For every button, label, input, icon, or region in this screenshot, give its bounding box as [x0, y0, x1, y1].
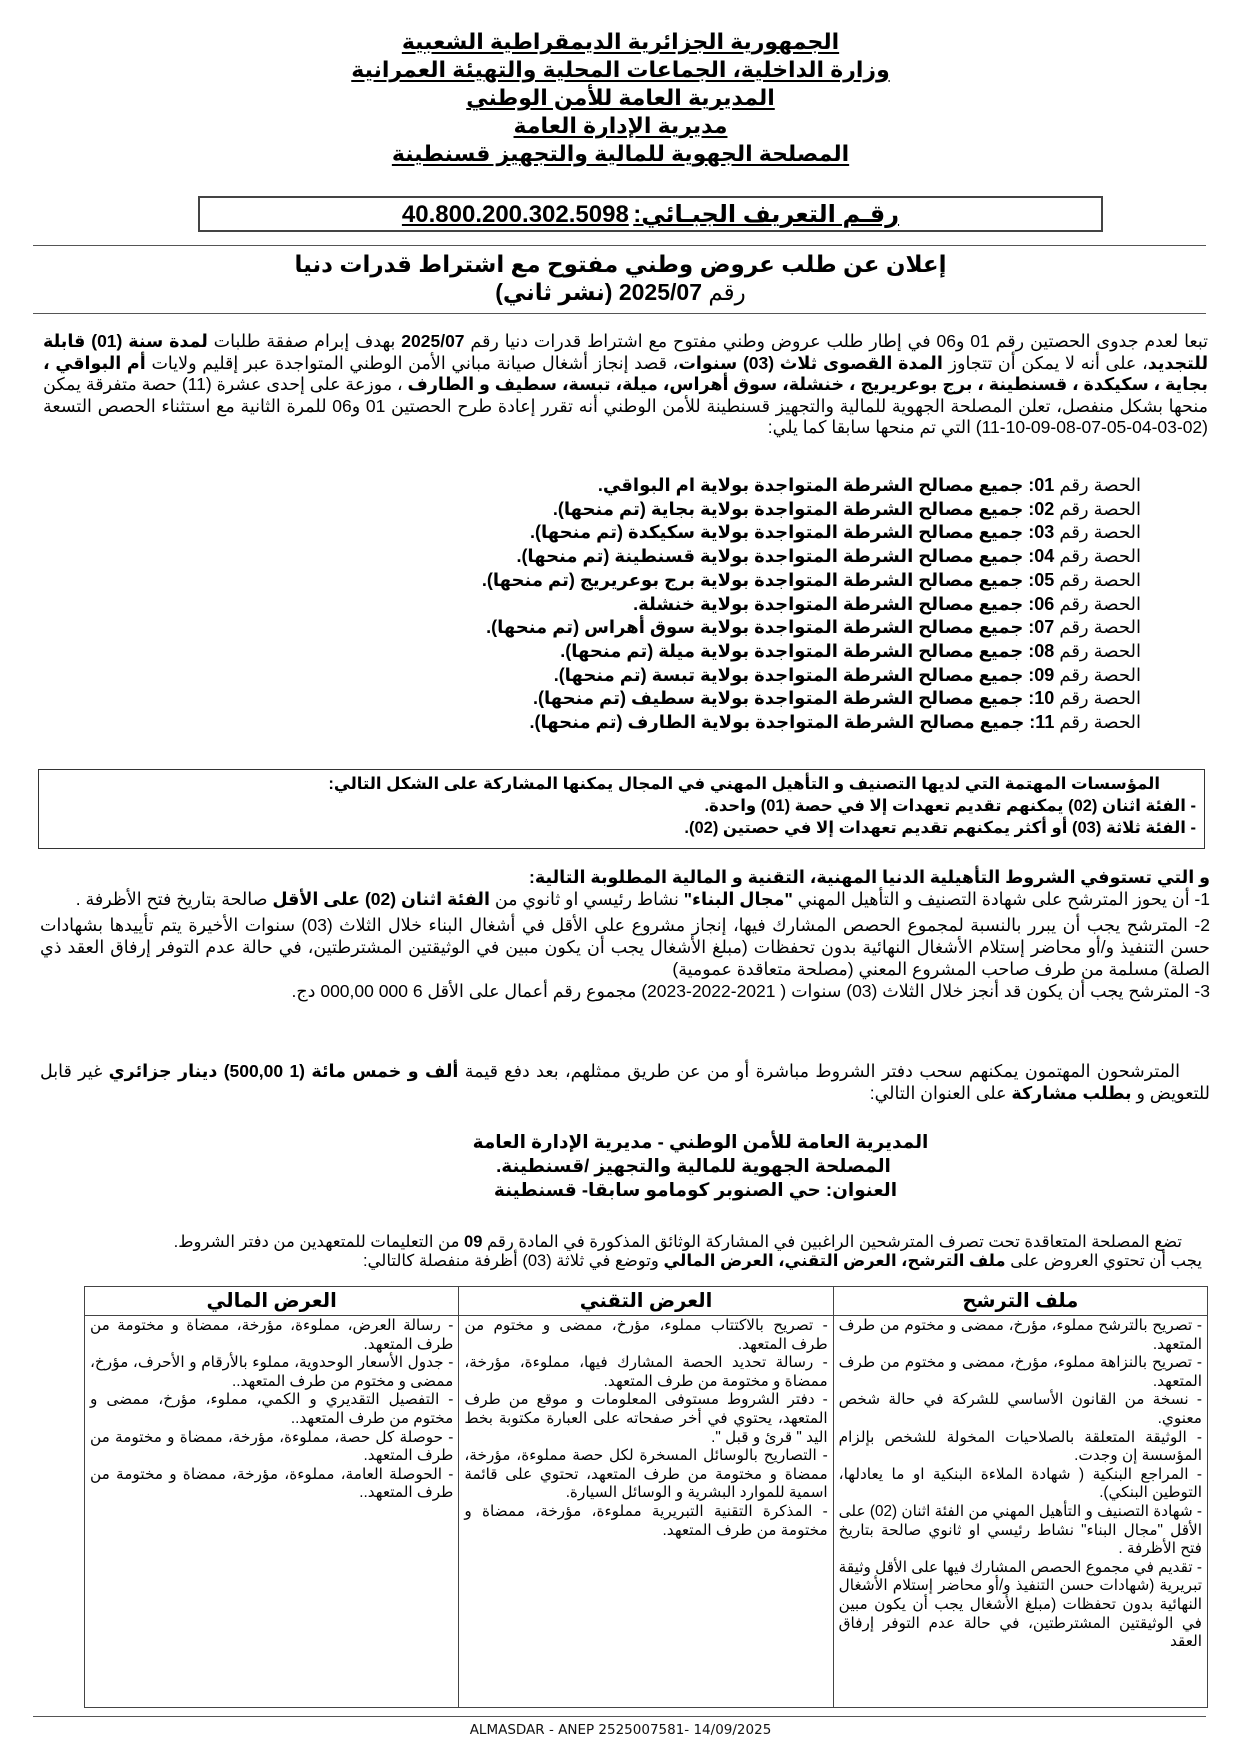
- intro-text-4: ، قصد إنجاز أشغال صيانة مباني الأمن الوطني المتواجدة عبر إقليم ولايات: [145, 352, 679, 373]
- notice-title: [0, 250, 1241, 306]
- address-block: [0, 1130, 1241, 1202]
- lots-list: [441, 474, 1141, 735]
- intro-provinces: أم البواقي ، بجاية ، سكيكدة ، قسنطينة ، برج بوعريريج ، خنشلة، سوق أهراس، ميلة، تبسة، سطيف و الطارف: [43, 352, 1208, 394]
- letterhead-directorate: مديرية الإدارة العامة: [513, 113, 728, 138]
- financial-column: [85, 1316, 459, 1708]
- notice-number-value: 2025/07: [618, 279, 702, 305]
- intro-max-duration: المدة القصوى ثلاث (03) سنوات: [678, 352, 943, 373]
- lot-number: 05:: [1028, 569, 1055, 590]
- header-candidacy: ملف الترشح: [833, 1287, 1207, 1316]
- candidacy-document-item: - تصريح بالترشح مملوء، مؤرخ، ممضى و مختوم من طرف المتعهد.: [838, 1317, 1202, 1353]
- lot-item: [441, 474, 1141, 498]
- lot-prefix: الحصة رقم: [1059, 688, 1141, 709]
- technical-document-item: - رسالة تحديد الحصة المشارك فيها، مملوءة، مؤرخة، ممضاة و مختومة من طرف المتعهد.: [464, 1354, 828, 1390]
- letterhead-directorate-general: المديرية العامة للأمن الوطني: [466, 85, 775, 110]
- condition-1-text: 1- أن يحوز المترشح على شهادة التصنيف و التأهيل المهني: [792, 889, 1210, 909]
- notice-title-line: إعلان عن طلب عروض وطني مفتوح مع اشتراط قدرات دنيا: [294, 251, 947, 277]
- candidacy-document-item: - المراجع البنكية ( شهادة الملاءة البنكية او ما يعادلها، التوطين البنكي).: [838, 1465, 1202, 1502]
- lot-prefix: الحصة رقم: [1059, 617, 1141, 638]
- lot-prefix: الحصة رقم: [1059, 522, 1141, 543]
- technical-document-item: - المذكرة التقنية التبريرية مملوءة، مؤرخة، ممضاة و مختومة من طرف المتعهد.: [464, 1502, 828, 1539]
- letterhead-republic: الجمهورية الجزائرية الديمقراطية الشعبية: [401, 29, 840, 54]
- lot-prefix: الحصة رقم: [1059, 593, 1141, 614]
- lot-prefix: الحصة رقم: [1059, 712, 1141, 733]
- financial-document-item: - التفصيل التقديري و الكمي، مملوء، مؤرخ، ممضى و مختوم من طرف المتعهد..: [90, 1391, 454, 1427]
- condition-1-text-2: نشاط رئيسي او ثانوي من: [489, 889, 684, 909]
- intro-duration: لمدة سنة (01) قابلة للتجديد: [43, 331, 1209, 373]
- provide-line-2: [40, 1252, 1210, 1271]
- lot-number: 03:: [1028, 522, 1055, 543]
- lot-item: [441, 711, 1141, 735]
- provide-line-1: [40, 1233, 1210, 1252]
- letterhead-regional-service: المصلحة الجهوية للمالية والتجهيز قسنطينة: [391, 141, 850, 166]
- conditions-section: [40, 866, 1210, 1002]
- lot-description: جميع مصالح الشرطة المتواجدة بولاية تبسة (تم منحها).: [553, 664, 1029, 685]
- lot-description: جميع مصالح الشرطة المتواجدة بولاية ميلة (تم منحها).: [560, 640, 1029, 661]
- header-technical: العرض التقني: [459, 1287, 833, 1316]
- lot-prefix: الحصة رقم: [1059, 475, 1141, 495]
- dossier-text-2: غير قابل للتعويض و: [40, 1061, 1210, 1103]
- lot-number: 11:: [1029, 712, 1055, 733]
- candidacy-document-item: - الوثيقة المتعلقة بالصلاحيات المخولة للشخص بإلزام المؤسسة إن وجدت.: [838, 1428, 1202, 1465]
- candidacy-document-item: - تصريح بالنزاهة مملوء، مؤرخ، ممضى و مختوم من طرف المتعهد.: [838, 1354, 1202, 1390]
- tax-id-label: رقـم التعريف الجبـائي:: [633, 201, 900, 228]
- intro-text-1: تبعا لعدم جدوى الحصتين رقم 01 و06 في إطار طلب عروض وطني مفتوح مع اشتراط قدرات دنيا رقم: [464, 331, 1209, 351]
- lot-prefix: الحصة رقم: [1059, 498, 1141, 519]
- category-item: - الفئة اثنان (02) يمكنهم تقديم تعهدات إلا في حصة (01) واحدة.: [704, 797, 1196, 815]
- lot-description: جميع مصالح الشرطة المتواجدة بولاية الطارف (تم منحها).: [529, 712, 1030, 733]
- lot-number: 04:: [1028, 546, 1055, 567]
- header-financial: العرض المالي: [85, 1287, 459, 1316]
- lot-description: جميع مصالح الشرطة المتواجدة بولاية سكيكدة (تم منحها).: [530, 522, 1029, 543]
- categories-box: [38, 769, 1205, 849]
- provide-article-number: 09: [464, 1233, 483, 1251]
- condition-3: 3- المترشح يجب أن يكون قد أنجز خلال الثلاث (03) سنوات ( 2021-2022-2023) مجموع رقم أعمال على الأقل 6 000 000,00 دج.: [291, 981, 1210, 1001]
- lot-number: 01:: [1028, 475, 1055, 495]
- lot-description: جميع مصالح الشرطة المتواجدة بولاية سطيف (تم منحها).: [533, 688, 1029, 709]
- lot-description: جميع مصالح الشرطة المتواجدة بولاية ام البواقي.: [597, 475, 1029, 495]
- financial-document-item: - جدول الأسعار الوحدوية، مملوء بالأرقام و الأحرف، مؤرخ، ممضى و مختوم من طرف المتعهد..: [90, 1354, 454, 1390]
- lot-item: [441, 640, 1141, 664]
- lot-description: جميع مصالح الشرطة المتواجدة بولاية قسنطينة (تم منحها).: [516, 546, 1029, 567]
- categories-intro: المؤسسات المهتمة التي لديها التصنيف و التأهيل المهني في المجال يمكنها المشاركة على الشكل التالي:: [328, 775, 1160, 793]
- lot-description: جميع مصالح الشرطة المتواجدة بولاية برج بوعريريج (تم منحها).: [481, 569, 1029, 590]
- intro-paragraph: [43, 331, 1208, 439]
- condition-2: 2- المترشح يجب أن يبرر بالنسبة لمجموع الحصص المشارك فيها، إنجاز مشروع على الأقل في أشغال البناء خلال الثلاث (03) سنوات الأخيرة يتم تأييدها بشهادات حسن التنفيذ و/أو محاضر إستلام الأشغال النهائية بدون تحفظات (مبلغ الأشغال يجب أن يكون مبين في الوثيقتين المشترطتين، في حالة عدم التوفر إرفاق العقد ذي الصلة) مسلمة من طرف صاحب المشروع المعني (مصلحة متعاقدة عمومية): [40, 915, 1210, 979]
- candidacy-document-item: - شهادة التصنيف و التأهيل المهني من الفئة اثنان (02) على الأقل "مجال البناء" نشاط رئيسي او ثانوي صالحة بتاريخ فتح الأظرفة .: [838, 1502, 1202, 1558]
- tax-id-box: [198, 196, 1103, 232]
- conditions-heading: و التي تستوفي الشروط التأهيلية الدنيا المهنية، التقنية و المالية المطلوبة التالية:: [529, 867, 1210, 887]
- divider-bottom: [33, 1716, 1206, 1717]
- financial-document-item: - الحوصلة العامة، مملوءة، مؤرخة، ممضاة و مختومة من طرف المتعهد..: [90, 1465, 454, 1502]
- tax-id-value: 40.800.200.302.5098: [401, 201, 629, 228]
- lot-item: [441, 521, 1141, 545]
- lot-number: 10:: [1028, 688, 1055, 709]
- offers-table-header-row: [85, 1287, 1208, 1316]
- candidacy-document-item: - نسخة من القانون الأساسي للشركة في حالة شخص معنوي.: [838, 1391, 1202, 1427]
- notice-number-prefix: رقم: [708, 279, 746, 305]
- dossier-fee: ألف و خمس مائة (1 500,00) دينار جزائري: [108, 1061, 459, 1081]
- notice-number: [0, 278, 1241, 306]
- intro-text-5: ، موزعة على إحدى عشرة (11) حصة متفرقة يمكن منحها بشكل منفصل، تعلن المصلحة الجهوية للمالية والتجهيز قسنطينة للأمن الوطني أنه تقرر إعادة طرح الحصتين 01 و06 للمرة الثانية مع استثناء الحصص التسعة (02-03-04-05-07-08-09-10-11) التي تم منحها سابقا كما يلي:: [43, 374, 1208, 437]
- lot-description: جميع مصالح الشرطة المتواجدة بولاية بجاية (تم منحها).: [552, 498, 1029, 519]
- lot-item: [441, 616, 1141, 640]
- lot-item: [441, 498, 1141, 522]
- letterhead: [0, 28, 1241, 168]
- lot-item: [441, 593, 1141, 617]
- offers-table-row: [85, 1316, 1208, 1708]
- address-line-1: المديرية العامة للأمن الوطني - مديرية الإدارة العامة: [472, 1131, 929, 1152]
- notice-number-suffix: (نشر ثاني): [495, 279, 613, 305]
- provide-text-2: من التعليمات للمتعهدين من دفتر الشروط.: [173, 1233, 465, 1251]
- offers-table: [84, 1286, 1208, 1708]
- technical-document-item: - تصريح بالاكتتاب مملوء، مؤرخ، ممضى و مختوم من طرف المتعهد.: [464, 1317, 828, 1353]
- lot-prefix: الحصة رقم: [1059, 546, 1141, 567]
- condition-1-text-3: صالحة بتاريخ فتح الأظرفة .: [75, 889, 273, 909]
- documents-provision: [40, 1233, 1210, 1271]
- lot-item: [441, 687, 1141, 711]
- publication-footer: ALMASDAR - ANEP 2525007581- 14/09/2025: [469, 1722, 772, 1738]
- lot-description: جميع مصالح الشرطة المتواجدة بولاية سوق أهراس (تم منحها).: [486, 617, 1029, 638]
- dossier-text-3: على العنوان التالي:: [869, 1083, 1012, 1103]
- category-item: - الفئة ثلاثة (03) أو أكثر يمكنهم تقديم تعهدات إلا في حصتين (02).: [684, 819, 1196, 837]
- divider-top: [33, 245, 1206, 246]
- condition-1-category: الفئة اثنان (02) على الأقل: [272, 889, 490, 909]
- lot-item: [441, 545, 1141, 569]
- lot-number: 06:: [1028, 593, 1055, 614]
- lot-prefix: الحصة رقم: [1059, 569, 1141, 590]
- intro-tender-number: 2025/07: [401, 331, 465, 351]
- condition-1-field: "مجال البناء": [683, 889, 793, 909]
- intro-text-3: ، على أنه لا يمكن أن تتجاوز: [942, 352, 1148, 373]
- lot-prefix: الحصة رقم: [1059, 664, 1141, 685]
- provide-text-1: تضع المصلحة المتعاقدة تحت تصرف المترشحين الراغبين في المشاركة الوثائق المذكورة في المادة رقم: [482, 1233, 1182, 1251]
- provide-text-3: يجب أن تحتوي العروض على: [1005, 1252, 1202, 1270]
- provide-envelopes: ملف الترشح، العرض التقني، العرض المالي: [663, 1252, 1006, 1270]
- financial-document-item: - حوصلة كل حصة، مملوءة، مؤرخة، ممضاة و مختومة من طرف المتعهد.: [90, 1428, 454, 1465]
- lot-item: [441, 664, 1141, 688]
- intro-text-2: بهدف إبرام صفقة طلبات: [207, 331, 402, 351]
- lot-number: 02:: [1028, 498, 1055, 519]
- financial-document-item: - رسالة العرض، مملوءة، مؤرخة، ممضاة و مختومة من طرف المتعهد.: [90, 1317, 454, 1353]
- lot-description: جميع مصالح الشرطة المتواجدة بولاية خنشلة.: [633, 593, 1029, 614]
- divider-title: [33, 313, 1206, 314]
- technical-document-item: - دفتر الشروط مستوفى المعلومات و موقع من طرف المتعهد، يحتوي في أخر صفحاته على العبارة مكتوبة بخط اليد " قرئ و قبل ".: [464, 1391, 828, 1446]
- lot-number: 09:: [1028, 664, 1055, 685]
- letterhead-ministry: وزارة الداخلية، الجماعات المحلية والتهيئة العمرانية: [351, 57, 890, 82]
- provide-text-4: وتوضع في ثلاثة (03) أظرفة منفصلة كالتالي:: [362, 1252, 664, 1270]
- lot-number: 08:: [1028, 640, 1055, 661]
- candidacy-column: [833, 1316, 1207, 1708]
- lot-prefix: الحصة رقم: [1059, 640, 1141, 661]
- dossier-request: بطلب مشاركة: [1011, 1083, 1132, 1103]
- candidacy-document-item: - تقديم في مجموع الحصص المشارك فيها على الأقل وثيقة تبريرية (شهادات حسن التنفيذ و/أو محاضر إستلام الأشغال النهائية بدون تحفظات (مبلغ الأشغال يجب أن يكون مبين في الوثيقتين المشترطتين، في حالة عدم التوفر إرفاق العقد: [838, 1558, 1202, 1651]
- technical-column: [459, 1316, 833, 1708]
- lot-item: [441, 569, 1141, 593]
- lot-number: 07:: [1028, 617, 1055, 638]
- technical-document-item: - التصاريح بالوسائل المسخرة لكل حصة مملوءة، مؤرخة، ممضاة و مختومة من طرف المتعهد، تحتوي على قائمة اسمية للموارد البشرية و الوسائل السيارة.: [464, 1447, 828, 1502]
- condition-1: [40, 888, 1210, 910]
- address-line-2: المصلحة الجهوية للمالية والتجهيز /قسنطينة.: [496, 1155, 891, 1176]
- address-line-3: العنوان: حي الصنوبر كومامو سابقا- قسنطينة: [493, 1179, 898, 1200]
- dossier-text-1: المترشحون المهتمون يمكنهم سحب دفتر الشروط مباشرة أو من عن طريق ممثلهم، بعد دفع قيمة: [458, 1061, 1180, 1081]
- specifications-withdrawal-paragraph: [40, 1060, 1210, 1104]
